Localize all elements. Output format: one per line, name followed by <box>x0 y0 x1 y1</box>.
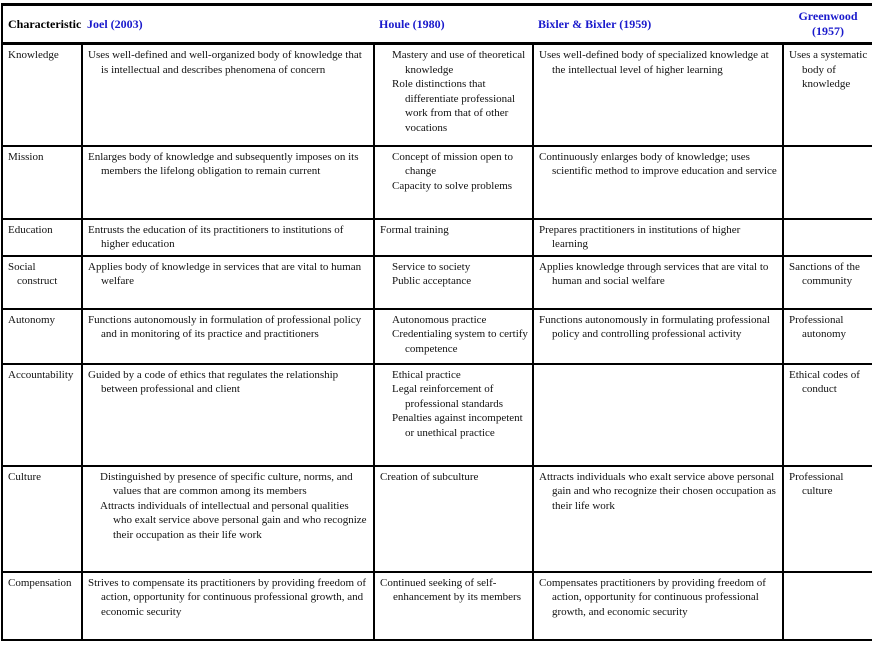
houle-cell <box>374 256 533 309</box>
houle-cell <box>374 309 533 364</box>
cell-item: Distinguished by presence of specific culture, norms, and values that are common among its members <box>100 470 353 497</box>
cell-item: Uses well-defined body of specialized knowledge at the intellectual level of higher learning <box>539 49 769 76</box>
characteristic-cell: Social construct <box>2 256 82 309</box>
joel-cell <box>82 146 374 219</box>
cell-item: Attracts individuals who exalt service above personal gain and who recognize their chosen occupation as their life work <box>539 470 776 512</box>
cell-item: Service to society <box>392 260 471 273</box>
houle-cell <box>374 466 533 572</box>
houle-cell <box>374 572 533 640</box>
bixler-cell <box>533 364 783 466</box>
cell-item: Continued seeking of self-enhancement by its members <box>380 576 521 603</box>
greenwood-cell <box>783 309 872 364</box>
cell-item: Ethical practice <box>392 368 461 381</box>
cell-item: Professional culture <box>789 470 844 497</box>
cell-item: Strives to compensate its practitioners by providing freedom of action, opportunity for continuous professional growth, and economic security <box>88 576 366 618</box>
bixler-cell <box>533 466 783 572</box>
cell-item: Applies body of knowledge in services that are vital to human welfare <box>88 260 362 287</box>
cell-item: Applies knowledge through services that are vital to human and social welfare <box>539 260 769 287</box>
cell-item: Autonomous practice <box>392 313 487 326</box>
cell-item: Credentialing system to certify competence <box>392 328 528 355</box>
greenwood-cell <box>783 146 872 219</box>
greenwood-cell <box>783 466 872 572</box>
column-header-houle: Houle (1980) <box>374 5 533 44</box>
characteristic-cell: Autonomy <box>2 309 82 364</box>
joel-cell <box>82 572 374 640</box>
cell-item: Concept of mission open to change <box>392 150 513 177</box>
bixler-cell <box>533 219 783 256</box>
header-row <box>2 5 872 44</box>
cell-item: Uses well-defined and well-organized body of knowledge that is intellectual and describes phenomena of concern <box>88 49 362 76</box>
characteristic-cell: Knowledge <box>2 44 82 146</box>
joel-cell <box>82 219 374 256</box>
bixler-cell <box>533 572 783 640</box>
greenwood-cell <box>783 572 872 640</box>
joel-cell <box>82 256 374 309</box>
cell-item: Creation of subculture <box>380 470 479 483</box>
table-row <box>2 146 872 219</box>
cell-item: Prepares practitioners in institutions of higher learning <box>539 223 741 250</box>
cell-item: Capacity to solve problems <box>392 179 513 192</box>
bixler-cell <box>533 44 783 146</box>
cell-item: Functions autonomously in formulation of professional policy and in monitoring of its practice and practitioners <box>88 313 362 340</box>
column-header-characteristic: Characteristic <box>2 5 82 44</box>
characteristic-cell: Mission <box>2 146 82 219</box>
houle-cell <box>374 219 533 256</box>
bixler-cell <box>533 146 783 219</box>
cell-item: Functions autonomously in formulating professional policy and controlling professional activity <box>539 313 770 340</box>
characteristic-cell: Accountability <box>2 364 82 466</box>
table-row <box>2 466 872 572</box>
joel-cell <box>82 44 374 146</box>
cell-item: Entrusts the education of its practitioners to institutions of higher education <box>88 223 344 250</box>
houle-cell <box>374 44 533 146</box>
table-row <box>2 219 872 256</box>
table-row <box>2 309 872 364</box>
characteristic-cell: Culture <box>2 466 82 572</box>
cell-item: Continuously enlarges body of knowledge; uses scientific method to improve education and service <box>539 150 777 177</box>
cell-item: Uses a systematic body of knowledge <box>789 49 868 90</box>
table-row <box>2 44 872 146</box>
greenwood-cell <box>783 364 872 466</box>
cell-item: Public acceptance <box>392 275 472 287</box>
cell-item: Formal training <box>380 223 449 236</box>
cell-item: Sanctions of the community <box>789 260 860 287</box>
cell-item: Attracts individuals of intellectual and personal qualities who exalt service above personal gain and who recognize their occupation as their life work <box>100 499 367 541</box>
greenwood-cell <box>783 256 872 309</box>
bixler-cell <box>533 256 783 309</box>
professions-comparison-table <box>1 3 872 641</box>
table-row <box>2 364 872 466</box>
column-header-bixler: Bixler & Bixler (1959) <box>533 5 783 44</box>
bixler-cell <box>533 309 783 364</box>
characteristic-cell: Education <box>2 219 82 256</box>
greenwood-cell <box>783 219 872 256</box>
houle-cell <box>374 364 533 466</box>
cell-item: Compensates practitioners by providing freedom of action, opportunity for continuous professional growth, and economic security <box>539 576 766 618</box>
joel-cell <box>82 309 374 364</box>
cell-item: Penalties against incompetent or unethical practice <box>392 412 523 439</box>
greenwood-cell <box>783 44 872 146</box>
cell-item: Role distinctions that differentiate professional work from that of other vocations <box>392 78 516 134</box>
cell-item: Mastery and use of theoretical knowledge <box>392 49 526 76</box>
characteristic-cell: Compensation <box>2 572 82 640</box>
joel-cell <box>82 364 374 466</box>
cell-item: Legal reinforcement of professional standards <box>392 383 504 410</box>
column-header-greenwood: Greenwood (1957) <box>783 5 872 44</box>
joel-cell <box>82 466 374 572</box>
column-header-joel: Joel (2003) <box>82 5 374 44</box>
cell-item: Guided by a code of ethics that regulates the relationship between professional and client <box>88 368 339 395</box>
cell-item: Enlarges body of knowledge and subsequently imposes on its members the lifelong obligation to remain current <box>88 150 359 177</box>
houle-cell <box>374 146 533 219</box>
cell-item: Professional autonomy <box>789 313 846 340</box>
table-row <box>2 256 872 309</box>
cell-item: Ethical codes of conduct <box>789 368 860 395</box>
table-row <box>2 572 872 640</box>
